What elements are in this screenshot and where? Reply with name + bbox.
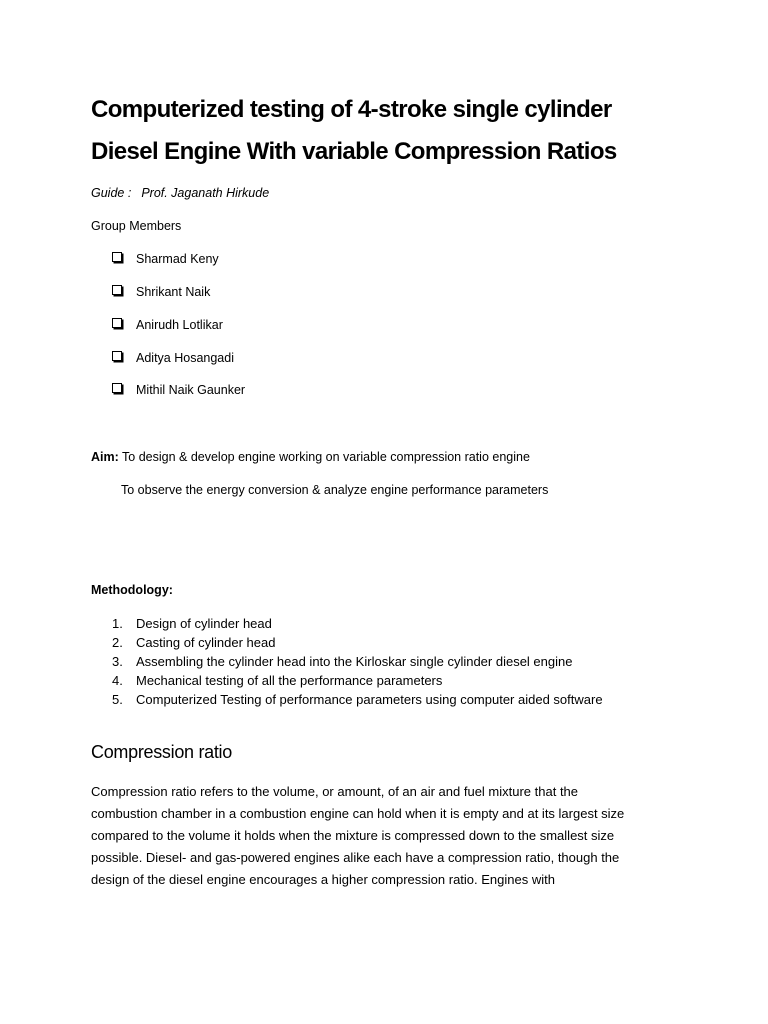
member-name: Mithil Naik Gaunker: [136, 383, 246, 397]
member-name: Aditya Hosangadi: [136, 351, 234, 365]
member-name: Shrikant Naik: [136, 285, 211, 299]
paragraph-line: possible. Diesel- and gas-powered engines alike each have a compression ratio, though the: [91, 850, 620, 865]
guide-label: Guide :: [91, 186, 132, 200]
paragraph-line: design of the diesel engine encourages a higher compression ratio. Engines with: [91, 872, 555, 887]
methodology-heading: Methodology:: [91, 583, 173, 597]
aim-line-2: To observe the energy conversion & analyze engine performance parameters: [121, 483, 549, 497]
methodology-item: [112, 654, 572, 669]
item-number: 4.: [112, 673, 123, 688]
item-text: Mechanical testing of all the performance parameters: [136, 673, 443, 688]
checkbox-bullet-icon: [112, 285, 122, 295]
checkbox-bullet-icon: [112, 351, 122, 361]
member-item: [112, 252, 219, 266]
item-text: Design of cylinder head: [136, 616, 272, 631]
member-item: [112, 351, 234, 365]
item-text: Casting of cylinder head: [136, 635, 276, 650]
item-number: 3.: [112, 654, 123, 669]
item-number: 1.: [112, 616, 123, 631]
member-name: Anirudh Lotlikar: [136, 318, 223, 332]
member-item: [112, 285, 210, 299]
methodology-item: [112, 635, 275, 650]
guide-name: Prof. Jaganath Hirkude: [141, 186, 270, 200]
methodology-item: [112, 692, 603, 707]
section-heading: Compression ratio: [91, 742, 232, 762]
aim-text: To design & develop engine working on variable compression ratio engine: [122, 450, 530, 464]
paragraph-line: Compression ratio refers to the volume, or amount, of an air and fuel mixture that the: [91, 784, 579, 799]
guide-line: [91, 186, 269, 200]
methodology-item: [112, 673, 442, 688]
member-name: Sharmad Keny: [136, 252, 219, 266]
item-text: Computerized Testing of performance parameters using computer aided software: [136, 692, 603, 707]
item-text: Assembling the cylinder head into the Kirloskar single cylinder diesel engine: [136, 654, 573, 669]
aim-line: [91, 450, 530, 464]
title-line-2: Diesel Engine With variable Compression Ratios: [91, 138, 617, 165]
checkbox-bullet-icon: [112, 383, 122, 393]
group-members-heading: Group Members: [91, 219, 182, 233]
item-number: 5.: [112, 692, 123, 707]
member-item: [112, 318, 223, 332]
checkbox-bullet-icon: [112, 252, 122, 262]
paragraph-line: combustion chamber in a combustion engine can hold when it is empty and at its largest size: [91, 806, 625, 821]
paragraph-line: compared to the volume it holds when the mixture is compressed down to the smallest size: [91, 828, 615, 843]
member-item: [112, 383, 245, 397]
checkbox-bullet-icon: [112, 318, 122, 328]
aim-label: Aim:: [91, 450, 119, 464]
title-line-1: Computerized testing of 4-stroke single cylinder: [91, 96, 612, 123]
methodology-item: [112, 616, 272, 631]
item-number: 2.: [112, 635, 123, 650]
